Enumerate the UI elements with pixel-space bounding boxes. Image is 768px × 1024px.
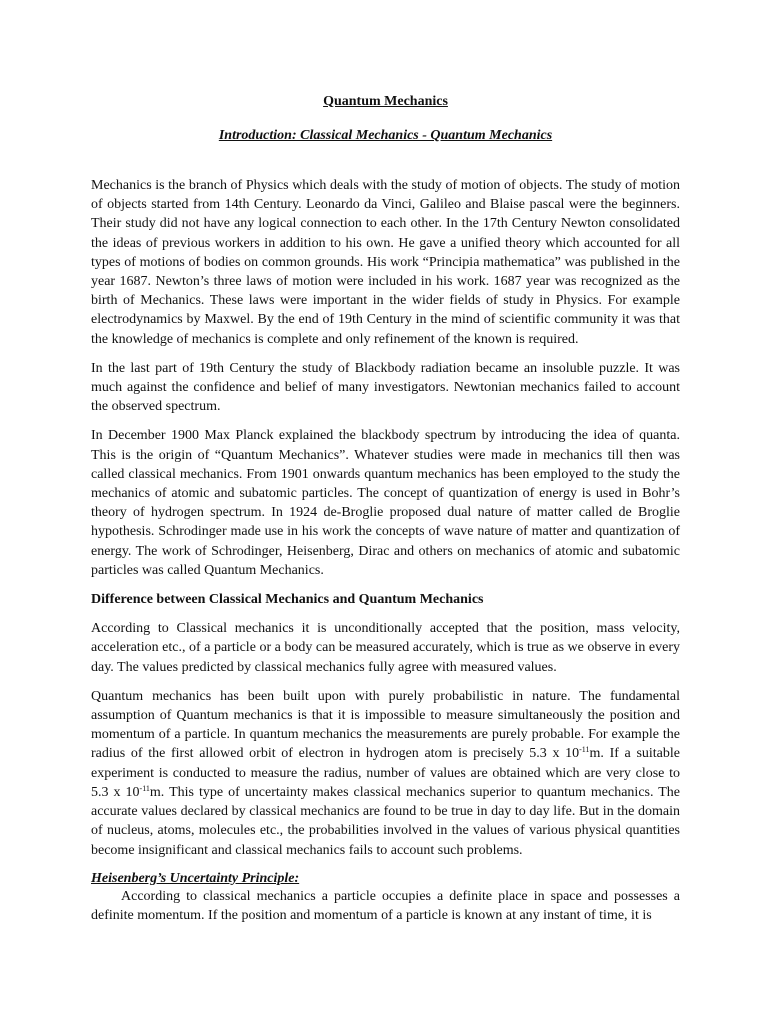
paragraph-planck: In December 1900 Max Planck explained the blackbody spectrum by introducing the idea of quanta. This is the origin of “Quantum Mechanics”. Whatever studies were made in mechanics till then was called classical mechanics. From 1901 onwards quantum mechanics has been employed to the study the mechanics of atomic and subatomic particles. The concept of quantization of energy is used in Bohr’s theory of hydrogen spectrum. In 1924 de-Broglie proposed dual nature of matter called de Broglie hypothesis. Schrodinger made use in his work the concepts of wave nature of matter and quantization of energy. The work of Schrodinger, Heisenberg, Dirac and others on mechanics of atomic and subatomic particles was called Quantum Mechanics. [91, 428, 680, 578]
page-title: Quantum Mechanics [323, 94, 448, 109]
paragraph-quantum [91, 687, 680, 860]
paragraph-quantum-part2: m. If a suitable experiment is conducted to measure the radius, number of values are obtained which are very close to 5.3 x 10 [91, 746, 680, 800]
exponent-1: -11 [579, 745, 590, 755]
paragraph-quantum-part3: m. This type of uncertainty makes classical mechanics superior to quantum mechanics. The accurate values declared by classical mechanics are found to be true in day to day life. But in the domain of nucleus, atoms, molecules etc., the probabilities involved in the values of various physical quantities become insignificant and classical mechanics fails to account such problems. [91, 784, 681, 858]
section-heading-difference: Difference between Classical Mechanics and Quantum Mechanics [91, 592, 484, 608]
paragraph-uncertainty: According to classical mechanics a particle occupies a definite place in space and possesses a definite momentum. If the position and momentum of a particle is known at any instant of time, it is [91, 888, 680, 923]
paragraph-blackbody: In the last part of 19th Century the study of Blackbody radiation became an insoluble puzzle. It was much against the confidence and belief of many investigators. Newtonian mechanics failed to account the observed spectrum. [91, 360, 680, 415]
paragraph-quantum-part1: Quantum mechanics has been built upon with purely probabilistic in nature. The fundamental assumption of Quantum mechanics is that it is impossible to measure simultaneously the position and momentum of a particle. In quantum mechanics the measurements are purely probable. For example the radius of the first allowed orbit of electron in hydrogen atom is precisely 5.3 x 10 [91, 688, 680, 762]
exponent-2: -11 [139, 783, 150, 793]
section-heading-uncertainty: Heisenberg’s Uncertainty Principle: [91, 870, 300, 886]
paragraph-classical: According to Classical mechanics it is unconditionally accepted that the position, mass velocity, acceleration etc., of a particle or a body can be measured accurately, which is true as we observe in every day. The values predicted by classical mechanics fully agree with measured values. [91, 621, 680, 675]
paragraph-mechanics-history: Mechanics is the branch of Physics which deals with the study of motion of objects. The study of motion of objects started from 14th Century. Leonardo da Vinci, Galileo and Blaise pascal were the beginners. Their study did not have any logical connection to each other. In the 17th Century Newton consolidated the ideas of previous workers in addition to his own. He gave a unified theory which accounted for all types of motions of bodies on common grounds. His work “Principia mathematica” was published in the year 1687. Newton’s three laws of motion were included in his work. 1687 year was recognized as the birth of Mechanics. These laws were important in the wider fields of study in Physics. For example electrodynamics by Maxwel. By the end of 19th Century in the mind of scientific community it was that the knowledge of mechanics is complete and only refinement of the known is required. [91, 178, 680, 347]
page-subtitle: Introduction: Classical Mechanics - Quantum Mechanics [218, 128, 553, 143]
